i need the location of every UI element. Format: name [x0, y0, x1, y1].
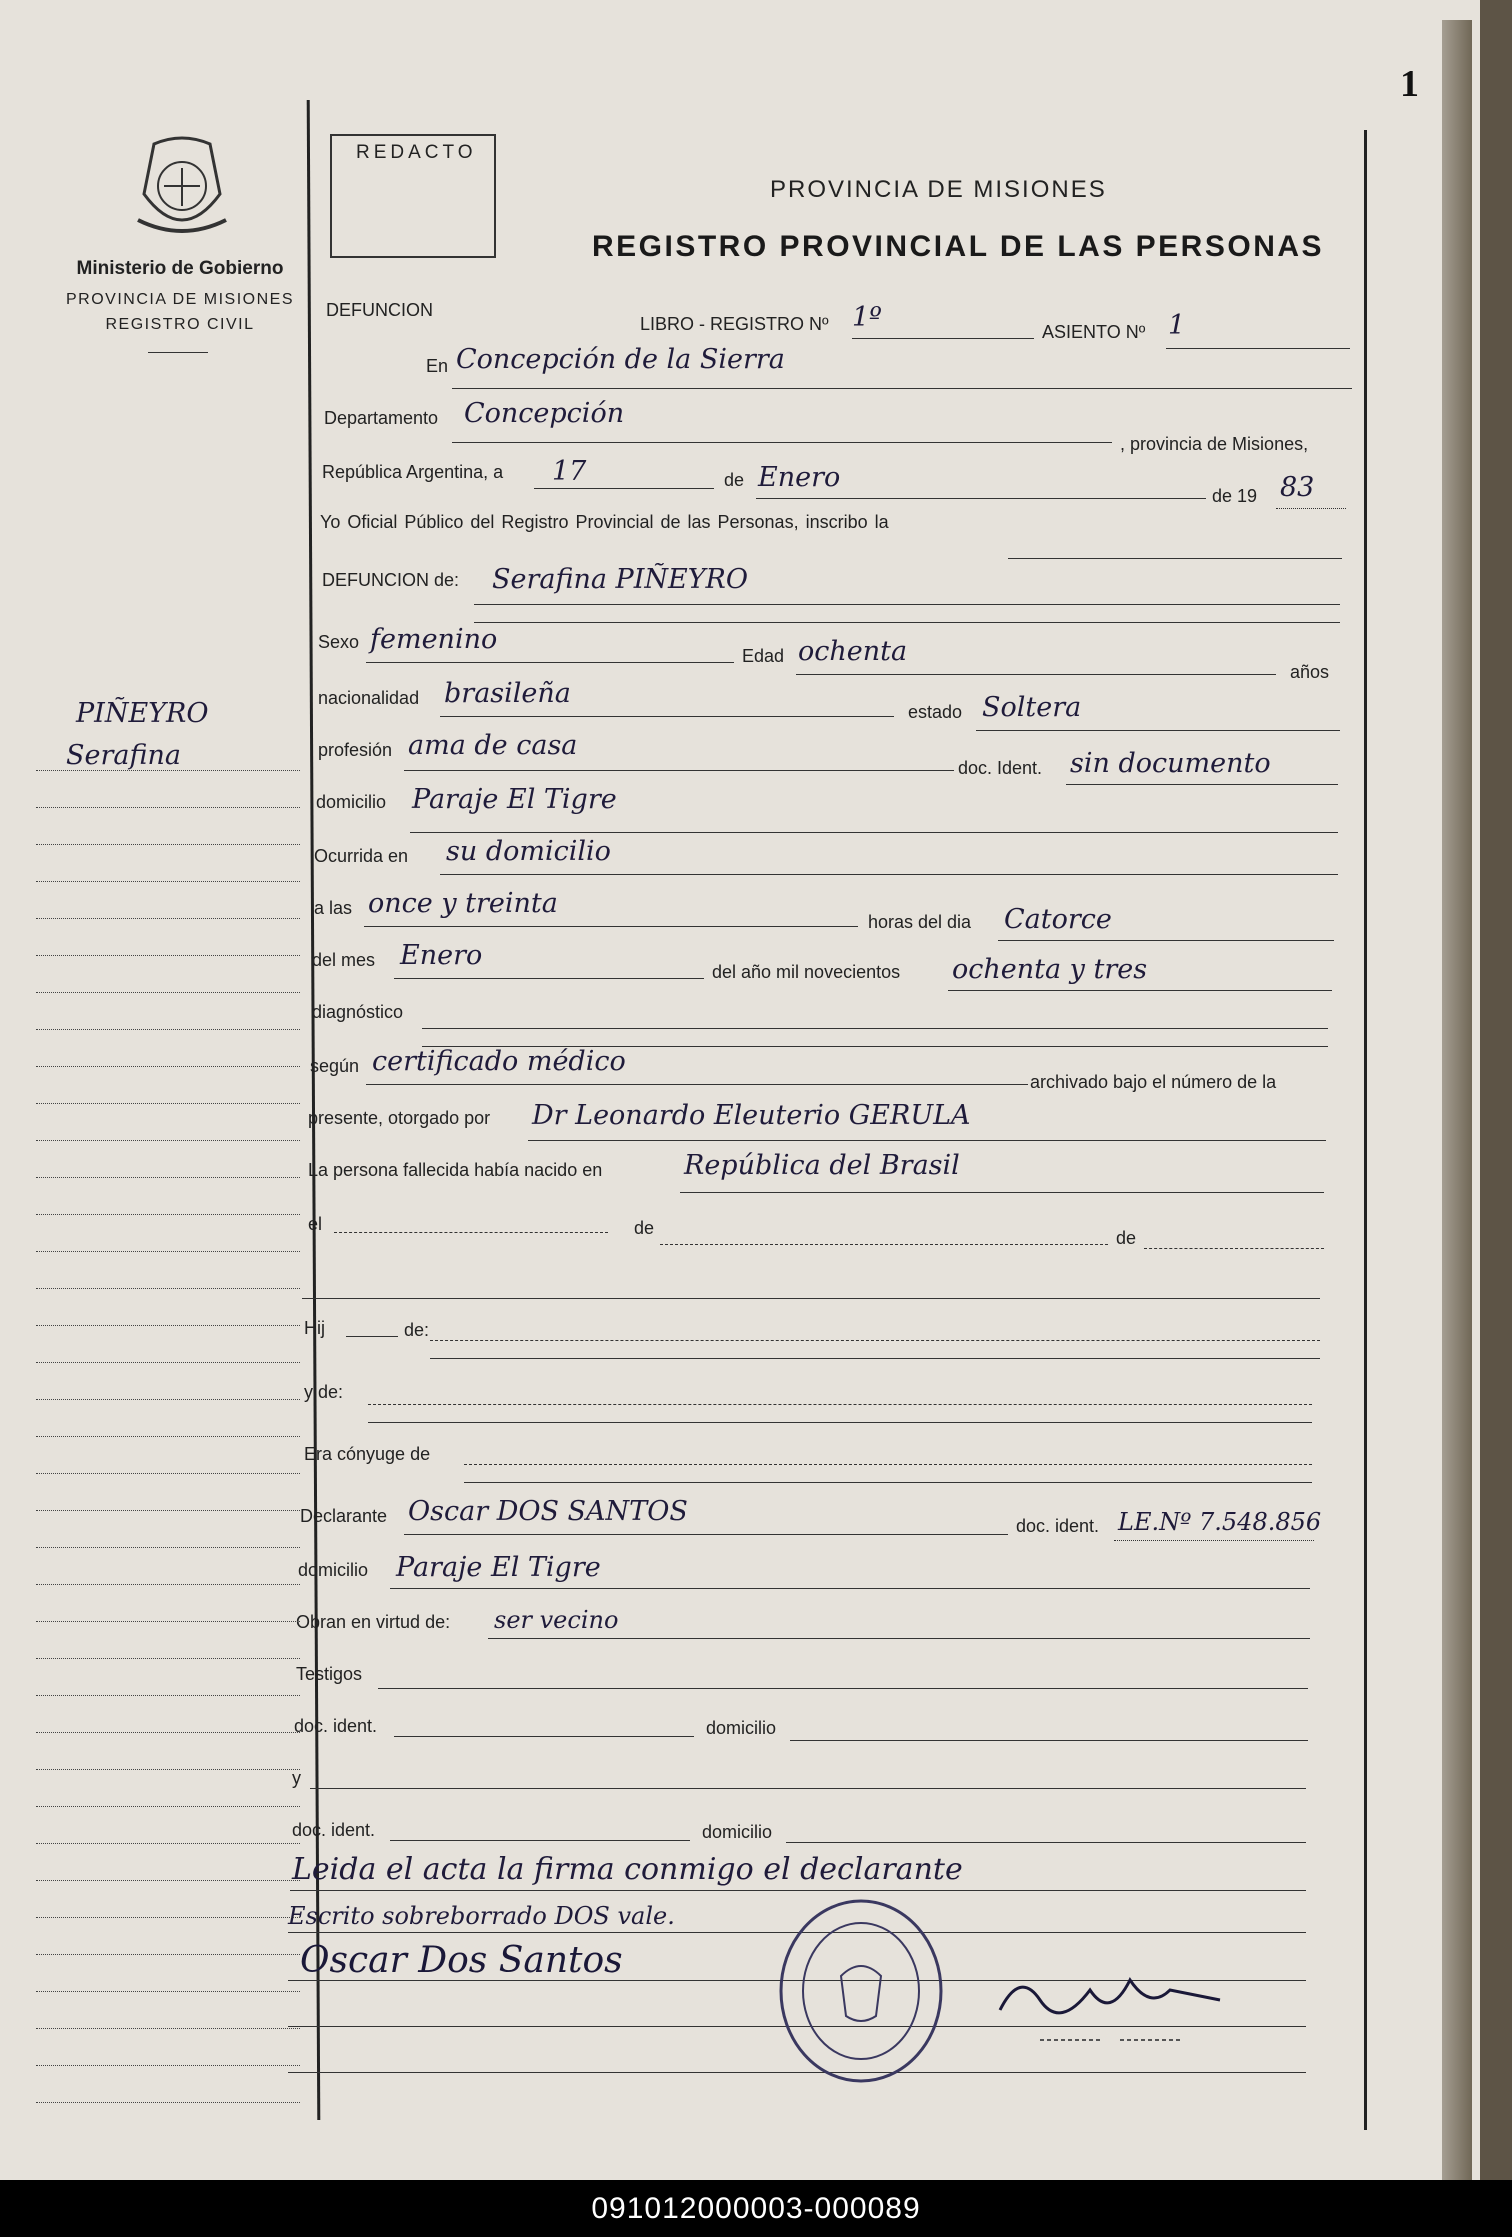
decl-doc-line	[1114, 1540, 1314, 1541]
presente-line	[528, 1140, 1326, 1141]
sexo-line	[366, 662, 734, 663]
testigos-line	[378, 1688, 1308, 1689]
archivado-label: archivado bajo el número de la	[1030, 1072, 1277, 1092]
dia-value: 17	[552, 456, 587, 487]
mes-value: Enero	[758, 462, 841, 493]
nacionalidad-value: brasileña	[444, 678, 571, 709]
sexo-value: femenino	[370, 624, 498, 655]
decl-doc-value: LE.Nº 7.548.856	[1118, 1508, 1322, 1536]
page-number: 1	[1400, 63, 1419, 105]
el-line	[334, 1232, 608, 1233]
sexo-label: Sexo	[318, 632, 360, 652]
leida-text: Leida el acta la firma conmigo el declarante	[292, 1852, 963, 1887]
delmes-label: del mes	[312, 950, 376, 970]
province-header: PROVINCIA DE MISIONES	[770, 176, 1107, 203]
official-stamp-icon	[776, 1896, 946, 2086]
nacionalidad-line	[440, 716, 894, 717]
margin-ruled-line	[36, 807, 300, 808]
margin-ruled-line	[36, 1769, 300, 1770]
yo-line	[1008, 558, 1342, 559]
margin-ruled-line	[36, 1843, 300, 1844]
segun-value: certificado médico	[372, 1046, 626, 1077]
diagnostico-label: diagnóstico	[312, 1002, 404, 1022]
margin-ruled-line	[36, 2102, 300, 2103]
yde-label: y de:	[304, 1382, 344, 1402]
libro-value: 1º	[852, 302, 882, 333]
doc-ident-value: sin documento	[1070, 748, 1271, 779]
ocurrida-line	[440, 874, 1338, 875]
delanio-value: ochenta y tres	[952, 954, 1148, 985]
decl-dom-label: domicilio	[298, 1560, 369, 1580]
t2-doc-label: doc. ident.	[292, 1820, 376, 1840]
margin-ruled-line	[36, 1399, 300, 1400]
escrito-text: Escrito sobreborrado DOS vale.	[288, 1902, 675, 1930]
margin-ruled-line	[36, 1029, 300, 1030]
yo-label: Yo Oficial Público del Registro Provincial de las Personas, inscribo la	[320, 512, 889, 532]
t1-dom-label: domicilio	[706, 1718, 777, 1738]
nacido-line	[680, 1192, 1324, 1193]
margin-ruled-line	[36, 1584, 300, 1585]
margin-ruled-line	[36, 1325, 300, 1326]
edad-label: Edad	[742, 646, 785, 666]
decl-dom-value: Paraje El Tigre	[396, 1552, 601, 1583]
margin-ruled-line	[36, 1917, 300, 1918]
horas-value: Catorce	[1004, 904, 1112, 935]
margin-ruled-line	[36, 1288, 300, 1289]
declarante-label: Declarante	[300, 1506, 388, 1526]
margin-ruled-line	[36, 1695, 300, 1696]
margin-surname: PIÑEYRO	[76, 698, 209, 729]
margin-ruled-line	[36, 992, 300, 993]
margin-name: Serafina	[66, 740, 181, 771]
margin-ruled-line	[36, 955, 300, 956]
ministry-province: PROVINCIA DE MISIONES	[66, 291, 294, 308]
margin-ruled-line	[36, 1214, 300, 1215]
margin-ruled-line	[36, 1066, 300, 1067]
y-line	[310, 1788, 1306, 1789]
book-binding	[1442, 20, 1472, 2180]
mes-line	[756, 498, 1206, 499]
declarante-line	[404, 1534, 1008, 1535]
conyuge-line2	[464, 1482, 1312, 1483]
nacido-label: La persona fallecida había nacido en	[308, 1160, 603, 1180]
edad-line	[796, 674, 1276, 675]
presente-value: Dr Leonardo Eleuterio GERULA	[532, 1100, 971, 1131]
ocurrida-label: Ocurrida en	[314, 846, 409, 866]
horas-label: horas del dia	[868, 912, 972, 932]
anio-line	[1276, 508, 1346, 509]
hijde-line2	[430, 1358, 1320, 1359]
profesion-value: ama de casa	[408, 730, 578, 761]
de1-label: de	[634, 1218, 655, 1238]
yde-line1	[368, 1404, 1312, 1405]
dia-line	[534, 488, 714, 489]
obran-line	[488, 1638, 1310, 1639]
estado-value: Soltera	[982, 692, 1082, 723]
el-label: el	[308, 1214, 323, 1234]
right-rule	[1364, 130, 1367, 2130]
profesion-line	[404, 770, 954, 771]
asiento-line	[1166, 348, 1350, 349]
defuncion-de-value: Serafina PIÑEYRO	[492, 564, 749, 595]
delmes-line	[394, 978, 704, 979]
conyuge-label: Era cónyuge de	[304, 1444, 431, 1464]
de2-label: de	[1116, 1228, 1137, 1248]
diagnostico-line1	[422, 1028, 1328, 1029]
t1-doc-label: doc. ident.	[294, 1716, 378, 1736]
margin-ruled-line	[36, 1473, 300, 1474]
estado-label: estado	[908, 702, 963, 722]
obran-label: Obran en virtud de:	[296, 1612, 451, 1632]
asiento-value: 1	[1168, 310, 1186, 341]
margin-ruled-line	[36, 1436, 300, 1437]
margin-ruled-line	[36, 1547, 300, 1548]
t2-dom-line	[786, 1842, 1306, 1843]
blank-line1	[302, 1298, 1320, 1299]
alas-line	[364, 926, 858, 927]
margin-ruled-line	[36, 2028, 300, 2029]
delmes-value: Enero	[400, 940, 483, 971]
margin-ruled-line	[36, 1806, 300, 1807]
doc-ident-line	[1066, 784, 1338, 785]
declarante-value: Oscar DOS SANTOS	[408, 1496, 688, 1527]
testigos-label: Testigos	[296, 1664, 363, 1684]
defuncion-line2	[474, 622, 1340, 623]
hij-line	[346, 1336, 398, 1337]
ocurrida-value: su domicilio	[446, 836, 611, 867]
margin-ruled-line	[36, 1140, 300, 1141]
en-line	[452, 388, 1352, 389]
republica-label: República Argentina, a	[322, 462, 504, 482]
decl-dom-line	[390, 1588, 1310, 1589]
t1-doc-line	[394, 1736, 694, 1737]
obran-value: ser vecino	[494, 1606, 619, 1634]
domicilio-label: domicilio	[316, 792, 387, 812]
departamento-label: Departamento	[324, 408, 439, 428]
decl-doc-label: doc. ident.	[1016, 1516, 1100, 1536]
margin-ruled-line	[36, 1103, 300, 1104]
ministry-divider	[148, 352, 208, 353]
de2-line	[1144, 1248, 1324, 1249]
redacto-box: REDACTO	[330, 134, 496, 258]
delanio-label: del año mil novecientos	[712, 962, 901, 982]
margin-ruled-line	[36, 1658, 300, 1659]
defuncion-de-label: DEFUNCION de:	[322, 570, 460, 590]
anos-label: años	[1290, 662, 1330, 682]
departamento-value: Concepción	[464, 398, 625, 429]
doc-ident-label: doc. Ident.	[958, 758, 1043, 778]
y-label: y	[292, 1768, 301, 1788]
departamento-line	[452, 442, 1112, 443]
estado-line	[976, 730, 1340, 731]
margin-ruled-line	[36, 2065, 300, 2066]
alas-label: a las	[314, 898, 353, 918]
alas-value: once y treinta	[368, 888, 558, 919]
delanio-line	[948, 990, 1332, 991]
margin-ruled-line	[36, 1621, 300, 1622]
margin-ruled-line	[36, 918, 300, 919]
t2-doc-line	[390, 1840, 690, 1841]
provincia-suffix: , provincia de Misiones,	[1120, 434, 1309, 454]
document-id-footer: 091012000003-000089	[0, 2180, 1512, 2237]
libro-label: LIBRO - REGISTRO Nº	[640, 314, 829, 334]
declarant-signature: Oscar Dos Santos	[300, 1940, 623, 1981]
margin-ruled-line	[36, 1880, 300, 1881]
official-signature-icon	[980, 1960, 1240, 2070]
segun-line	[366, 1084, 1028, 1085]
yde-line2	[368, 1422, 1312, 1423]
libro-line	[852, 338, 1034, 339]
margin-ruled-line	[36, 844, 300, 845]
margin-ruled-line	[36, 1732, 300, 1733]
horas-line	[998, 940, 1334, 941]
margin-ruled-line	[36, 1362, 300, 1363]
leida-line	[290, 1890, 1306, 1891]
margin-ruled-line	[36, 1251, 300, 1252]
profesion-label: profesión	[318, 740, 393, 760]
domicilio-line	[410, 832, 1338, 833]
defuncion-line1	[474, 604, 1340, 605]
margin-ruled-line	[36, 1954, 300, 1955]
hijde-label: de:	[404, 1320, 430, 1340]
ministry-registry: REGISTRO CIVIL	[105, 316, 255, 333]
hijde-line1	[430, 1340, 1320, 1341]
t1-dom-line	[790, 1740, 1308, 1741]
registry-title: REGISTRO PROVINCIAL DE LAS PERSONAS	[592, 230, 1325, 263]
en-label: En	[426, 356, 449, 376]
ministry-name: Ministerio de Gobierno	[76, 258, 284, 279]
margin-ruled-line	[36, 1991, 300, 1992]
anio-value: 83	[1280, 472, 1315, 503]
presente-label: presente, otorgado por	[308, 1108, 491, 1128]
t2-dom-label: domicilio	[702, 1822, 773, 1842]
segun-label: según	[310, 1056, 360, 1076]
conyuge-line1	[464, 1464, 1312, 1465]
margin-ruled-line	[36, 1177, 300, 1178]
margin-ruled-line	[36, 770, 300, 771]
hij-label: Hij	[304, 1318, 325, 1338]
en-value: Concepción de la Sierra	[456, 344, 785, 375]
edad-value: ochenta	[798, 636, 908, 667]
province-seal-icon	[134, 134, 230, 244]
de19-label: de 19	[1212, 486, 1258, 506]
nacionalidad-label: nacionalidad	[318, 688, 420, 708]
de-label: de	[724, 470, 745, 490]
margin-ruled-line	[36, 881, 300, 882]
margin-ruled-line	[36, 1510, 300, 1511]
de1-line	[660, 1244, 1108, 1245]
domicilio-value: Paraje El Tigre	[412, 784, 617, 815]
tipo-label: DEFUNCION	[326, 300, 433, 320]
asiento-label: ASIENTO Nº	[1042, 322, 1146, 342]
nacido-value: República del Brasil	[684, 1150, 960, 1181]
